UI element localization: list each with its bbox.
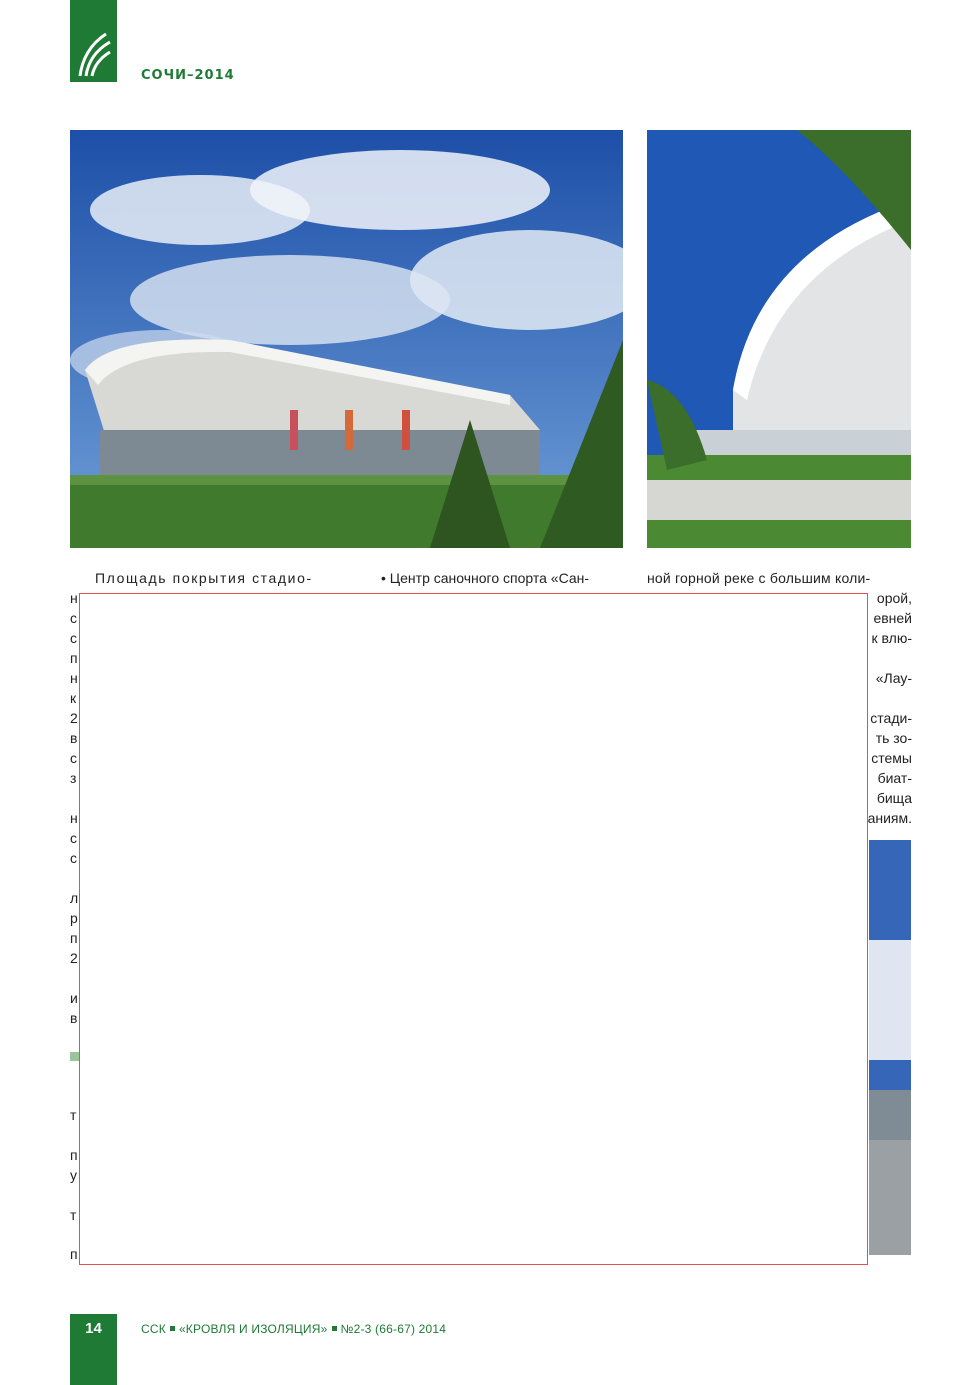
right-fragment: ть зо- [875, 730, 912, 746]
left-fragment: п [70, 650, 78, 666]
left-fragment: п [70, 1147, 78, 1163]
occlusion-box [79, 593, 868, 1265]
subheading-marker [70, 1052, 79, 1061]
right-fragment: стемы [871, 750, 912, 766]
left-fragment: 2 [70, 950, 78, 966]
left-fragment: с [70, 850, 77, 866]
left-fragment: т [70, 1207, 77, 1223]
left-fragment: с [70, 750, 77, 766]
left-fragment: в [70, 1010, 78, 1026]
left-fragment: п [70, 930, 78, 946]
left-fragment: з [70, 770, 77, 786]
right-fragment: аниям. [867, 810, 912, 826]
logo-block [70, 0, 117, 82]
square-bullet-icon [332, 1326, 337, 1331]
page-number: 14 [85, 1320, 102, 1337]
right-fragment: к влю- [871, 630, 912, 646]
left-fragment: у [70, 1167, 77, 1183]
col1-first-line: Площадь покрытия стадио- [95, 570, 313, 586]
right-fragment: биат- [877, 770, 912, 786]
left-fragment: н [70, 810, 78, 826]
leaf-logo-icon [76, 30, 112, 78]
footer-journal-info [141, 1322, 446, 1336]
left-fragment: н [70, 590, 78, 606]
left-fragment: л [70, 890, 79, 906]
left-fragment: и [70, 990, 78, 1006]
footer-part2: «КРОВЛЯ И ИЗОЛЯЦИЯ» [178, 1322, 328, 1336]
square-bullet-icon [170, 1326, 175, 1331]
left-fragment: с [70, 830, 77, 846]
left-fragment: 2 [70, 710, 78, 726]
left-fragment: т [70, 1107, 77, 1123]
right-fragment: стади- [870, 710, 912, 726]
photo-fragment-right [869, 840, 911, 1255]
right-fragment: орой, [876, 590, 912, 606]
stadium-photo-side [647, 130, 911, 548]
footer-part3: №2-3 (66-67) 2014 [340, 1322, 447, 1336]
left-fragment: п [70, 1246, 78, 1262]
left-fragment: с [70, 630, 77, 646]
left-fragment: с [70, 610, 77, 626]
footer-part1: ССК [141, 1322, 166, 1336]
left-fragment: н [70, 670, 78, 686]
stadium-photo-main [70, 130, 623, 548]
left-fragment: р [70, 910, 78, 926]
col3-first-line: ной горной реке с большим коли- [647, 570, 871, 586]
page-number-block [70, 1314, 117, 1385]
right-fragment: евней [873, 610, 912, 626]
right-fragment: «Лау- [875, 670, 912, 686]
right-fragment: бища [876, 790, 912, 806]
left-fragment: к [70, 690, 77, 706]
left-fragment: в [70, 730, 78, 746]
section-title: СОЧИ–2014 [141, 68, 235, 83]
col2-first-line: • Центр саночного спорта «Сан- [381, 570, 590, 586]
